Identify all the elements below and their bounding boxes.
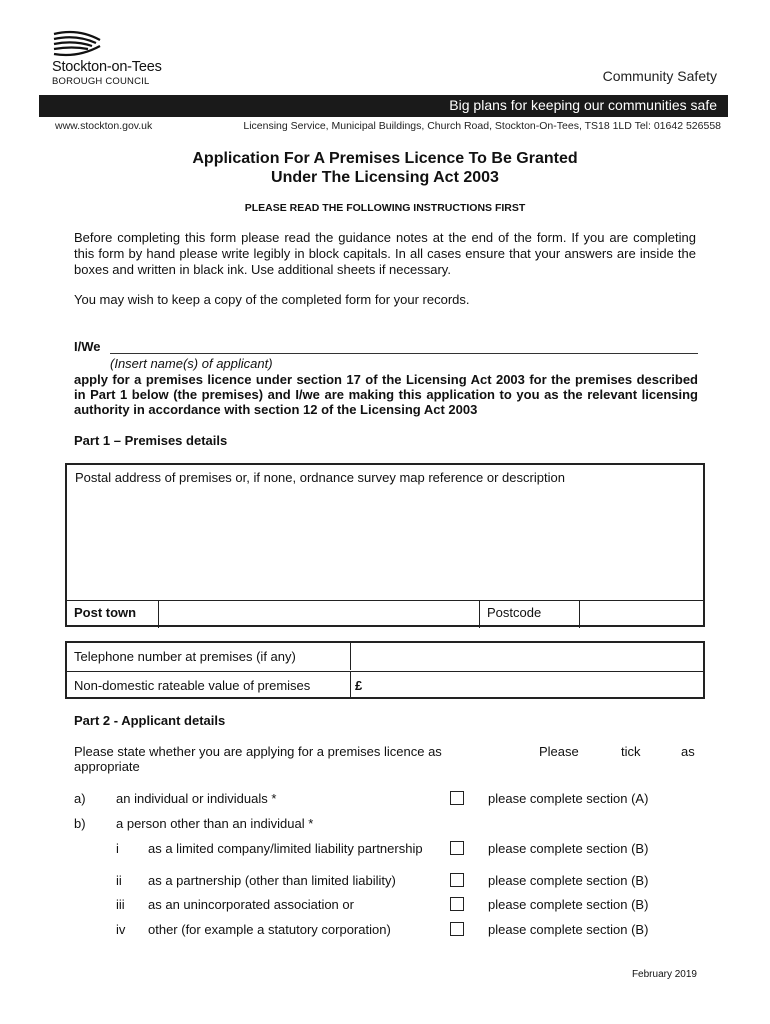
- footer-date: February 2019: [631, 969, 697, 980]
- application-statement: apply for a premises licence under section 17 of the Licensing Act 2003 for the premises described in Part 1 below (the premises) and I/we are making this application to you as the relevant licensing authority in accordance with section 12 of the Licensing Act 2003: [74, 372, 698, 417]
- telephone-label-cell: [67, 643, 351, 670]
- logo-subtitle: BOROUGH COUNCIL: [52, 76, 150, 87]
- premises-address-field[interactable]: [67, 491, 703, 599]
- other-statutory-checkbox[interactable]: [450, 922, 464, 936]
- applicant-label: I/We: [74, 339, 101, 354]
- tick-instruction-word: as: [681, 744, 695, 759]
- sub-option-number: ii: [116, 873, 122, 888]
- postcode-field[interactable]: [580, 601, 703, 628]
- sub-option-number: iii: [116, 897, 125, 912]
- post-town-field[interactable]: [159, 601, 480, 628]
- applicant-name-field[interactable]: [110, 353, 698, 354]
- banner-text: Big plans for keeping our communities safe: [449, 97, 717, 113]
- applicant-type-question: Please state whether you are applying for a premises licence as appropriate: [74, 744, 442, 774]
- banner: [39, 95, 728, 117]
- partnership-label: as a partnership (other than limited liability): [148, 873, 396, 888]
- section-note: please complete section (B): [488, 897, 649, 912]
- contact-address: Licensing Service, Municipal Buildings, Church Road, Stockton-On-Tees, TS18 1LD Tel: 01642 526558: [243, 120, 721, 132]
- department-name: Community Safety: [602, 68, 717, 84]
- tick-instruction-word: tick: [621, 744, 641, 759]
- rateable-value-label: Non-domestic rateable value of premises: [74, 678, 311, 693]
- unincorporated-association-label: as an unincorporated association or: [148, 897, 354, 912]
- partnership-checkbox[interactable]: [450, 873, 464, 887]
- rateable-value-field[interactable]: [367, 672, 703, 699]
- postcode-label-cell: [480, 601, 580, 628]
- post-town-row: [67, 600, 703, 628]
- rateable-value-label-cell: [67, 672, 351, 699]
- council-logo: [52, 30, 182, 90]
- post-town-label-cell: [67, 601, 159, 628]
- premises-address-label: Postal address of premises or, if none, ordnance survey map reference or description: [75, 470, 565, 485]
- unincorporated-association-checkbox[interactable]: [450, 897, 464, 911]
- website-link[interactable]: www.stockton.gov.uk: [55, 120, 153, 132]
- instructions-heading: PLEASE READ THE FOLLOWING INSTRUCTIONS FIRST: [244, 202, 526, 214]
- section-note: please complete section (B): [488, 922, 649, 937]
- option-individual-label: an individual or individuals *: [116, 791, 277, 806]
- section-note: please complete section (B): [488, 841, 649, 856]
- option-letter: b): [74, 816, 86, 831]
- tick-instruction-word: Please: [539, 744, 579, 759]
- telephone-label: Telephone number at premises (if any): [74, 649, 296, 664]
- post-town-label: Post town: [74, 605, 137, 620]
- telephone-row: [67, 643, 703, 670]
- instructions-paragraph: Before completing this form please read the guidance notes at the end of the form. If you are completing this form by hand please write legibly in block capitals. In all cases ensure that your answers are inside the boxes and written in black ink. Use additional sheets if necessary.: [74, 230, 696, 277]
- sub-option-number: iv: [116, 922, 126, 937]
- logo-name: Stockton-on-Tees: [52, 59, 162, 75]
- individual-checkbox[interactable]: [450, 791, 464, 805]
- postcode-label: Postcode: [487, 605, 542, 620]
- rateable-value-row: [67, 671, 703, 699]
- form-title-line1: Application For A Premises Licence To Be Granted: [192, 150, 578, 167]
- limited-company-label: as a limited company/limited liability partnership: [148, 841, 423, 856]
- telephone-field[interactable]: [351, 643, 703, 670]
- council-logo-icon: [52, 30, 104, 58]
- section-note: please complete section (B): [488, 873, 649, 888]
- part1-heading: Part 1 – Premises details: [74, 433, 228, 448]
- applicant-name-hint: (Insert name(s) of applicant): [110, 356, 273, 371]
- premises-address-box: [65, 463, 705, 627]
- option-non-individual-label: a person other than an individual *: [116, 816, 314, 831]
- other-statutory-label: other (for example a statutory corporation): [148, 922, 391, 937]
- option-letter: a): [74, 791, 86, 806]
- section-note: please complete section (A): [488, 791, 649, 806]
- form-title-line2: Under The Licensing Act 2003: [271, 169, 499, 186]
- limited-company-checkbox[interactable]: [450, 841, 464, 855]
- part2-heading: Part 2 - Applicant details: [74, 713, 226, 728]
- copy-note-paragraph: You may wish to keep a copy of the completed form for your records.: [74, 292, 470, 307]
- sub-option-number: i: [116, 841, 119, 856]
- premises-contact-table: [65, 641, 705, 699]
- currency-symbol: £: [355, 678, 363, 693]
